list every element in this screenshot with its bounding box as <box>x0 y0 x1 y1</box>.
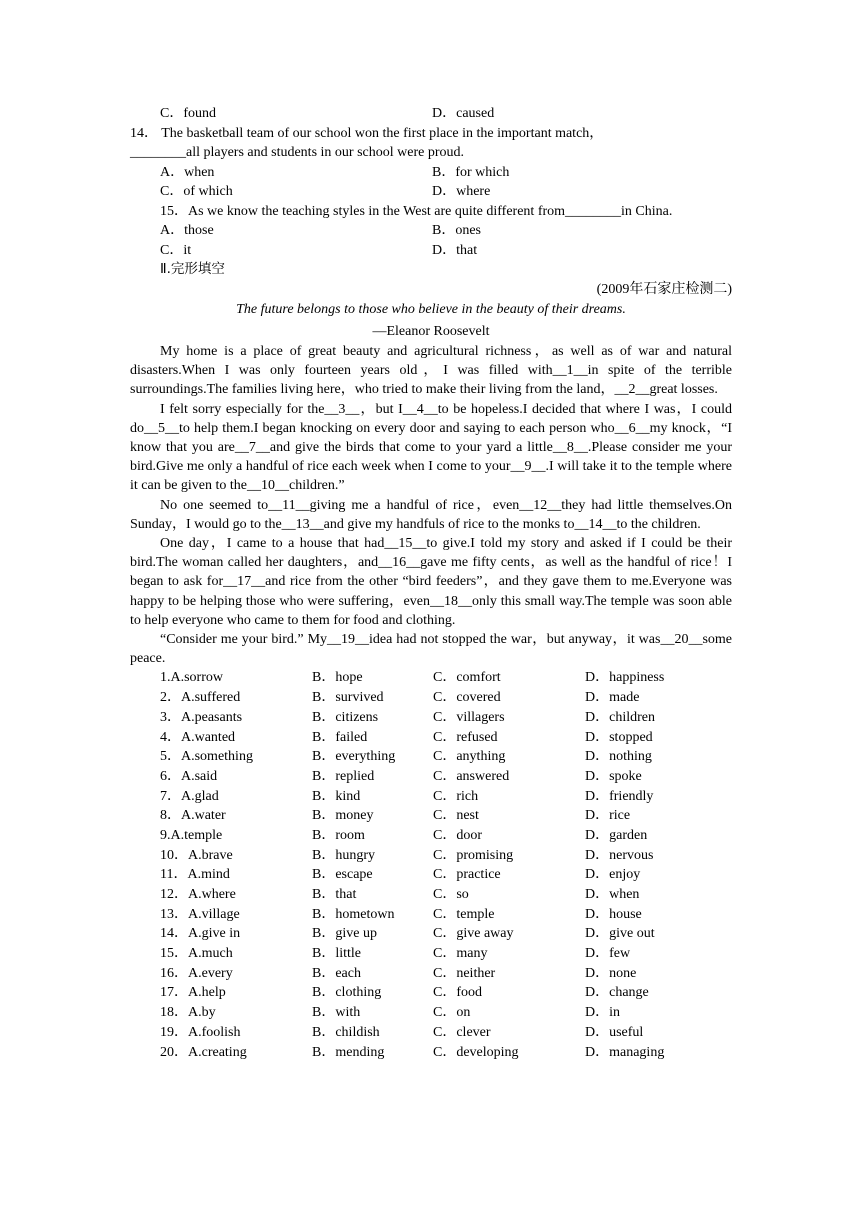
option-d: D．house <box>585 906 642 922</box>
option-b: B．kind <box>312 788 361 804</box>
choice-row <box>130 688 732 708</box>
option-a: 16．A.every <box>160 965 233 981</box>
choice-row <box>130 747 732 767</box>
option-c: C．on <box>433 1005 471 1021</box>
option-d: D．managing <box>585 1044 665 1060</box>
passage-paragraph-2: I felt sorry especially for the__3__，but I__4__to be hopeless.I decided that where I was，I could do__5__to help them.I began knocking on every door and saying to each person who__6__my knock，“I know that you are__7__and give the birds that come to your yard a little__8__.Please consider me your bird.Give me only a handful of rice each week when I come to your__9__.I will take it to the temple where it can be given to the__10__children.” <box>130 401 732 494</box>
q14-options-row-1 <box>130 163 732 183</box>
option-d: D．when <box>585 887 640 903</box>
option-d: D．children <box>585 709 655 725</box>
choice-row <box>130 865 732 885</box>
option-b: B．little <box>312 946 361 962</box>
option-d: D．useful <box>585 1024 644 1040</box>
option-d: D．give out <box>585 926 655 942</box>
option-a: 5．A.something <box>160 749 253 765</box>
choice-row <box>130 846 732 866</box>
q15-options-row-1 <box>130 221 732 241</box>
option-d: D．few <box>585 946 631 962</box>
option-a: A．when <box>160 164 215 180</box>
option-c: C．comfort <box>433 670 501 686</box>
option-d: D．caused <box>432 106 495 121</box>
option-d: D．spoke <box>585 768 642 784</box>
option-c: C．food <box>433 985 482 1001</box>
option-a: 4．A.wanted <box>160 729 236 745</box>
option-a: 8．A.water <box>160 808 226 824</box>
option-c: C．promising <box>433 847 514 863</box>
option-c: C．answered <box>433 768 510 784</box>
q15-options-row-2 <box>130 241 732 261</box>
option-c: C．temple <box>433 906 495 922</box>
option-d: D．nervous <box>585 847 654 863</box>
option-b: B．room <box>312 827 365 843</box>
q15-stem: 15．As we know the teaching styles in the West are quite different from________in China. <box>160 203 673 219</box>
option-b: B．hope <box>312 670 363 686</box>
option-c: C．door <box>433 827 482 843</box>
option-c: C．villagers <box>433 709 505 725</box>
option-d: D．rice <box>585 808 631 824</box>
option-c: C．covered <box>433 690 501 706</box>
option-c: C．practice <box>433 867 501 883</box>
option-d: D．friendly <box>585 788 654 804</box>
option-d: D．happiness <box>585 670 665 686</box>
option-d: D．made <box>585 690 640 706</box>
option-c: C．refused <box>433 729 498 745</box>
epigraph-author: —Eleanor Roosevelt <box>372 324 490 339</box>
choice-row <box>130 767 732 787</box>
option-a: 19．A.foolish <box>160 1024 241 1040</box>
option-b: B．with <box>312 1005 361 1021</box>
option-b: B．hungry <box>312 847 375 863</box>
option-c: C．anything <box>433 749 506 765</box>
option-b: B．escape <box>312 867 373 883</box>
option-b: B．for which <box>432 164 510 180</box>
option-b: B．survived <box>312 690 384 706</box>
q14-options-row-2 <box>130 182 732 202</box>
choice-row <box>130 787 732 807</box>
option-a: A．those <box>160 223 214 238</box>
choice-row <box>130 728 732 748</box>
option-b: B．each <box>312 965 361 981</box>
choice-row <box>130 806 732 826</box>
option-a: 2．A.suffered <box>160 690 241 706</box>
option-a: 18．A.by <box>160 1005 216 1021</box>
option-b: B．failed <box>312 729 368 745</box>
option-a: 20．A.creating <box>160 1044 247 1060</box>
option-c: C．neither <box>433 965 496 981</box>
option-d: D．enjoy <box>585 867 641 883</box>
passage-paragraph-3: No one seemed to__11__giving me a handful of rice，even__12__they had little themselves.On Sunday，I would go to the__13__and give my handfuls of rice to the monks to__14__to the children. <box>130 497 732 532</box>
option-c: C．so <box>433 887 469 903</box>
option-d: D．change <box>585 985 649 1001</box>
passage-paragraph-1: My home is a place of great beauty and agricultural richness，as well as of war and natural disasters.When I was only fourteen years old，I was filled with__1__in spite of the terrible surroundings.The families living here，who tried to make their living from the land，__2__great losses. <box>130 344 732 398</box>
option-d: D．stopped <box>585 729 653 745</box>
choice-row <box>130 1023 732 1043</box>
epigraph-quote: The future belongs to those who believe in the beauty of their dreams. <box>236 302 626 317</box>
option-c: C．clever <box>433 1024 491 1040</box>
option-b: B．replied <box>312 768 375 784</box>
option-a: 9.A.temple <box>160 827 223 843</box>
option-b: B．hometown <box>312 906 395 922</box>
option-a: 3．A.peasants <box>160 709 243 725</box>
option-b: B．give up <box>312 926 377 942</box>
option-a: 12．A.where <box>160 887 236 903</box>
option-c: C．nest <box>433 808 479 824</box>
option-b: B．that <box>312 887 357 903</box>
option-b: B．money <box>312 808 374 824</box>
option-d: D．where <box>432 184 491 199</box>
option-d: D．garden <box>585 827 648 843</box>
option-a: 7．A.glad <box>160 788 219 804</box>
option-a: 17．A.help <box>160 985 226 1001</box>
option-b: B．childish <box>312 1024 380 1040</box>
choice-row <box>130 924 732 944</box>
option-c: C．rich <box>433 788 479 804</box>
option-a: 14．A.give in <box>160 926 241 942</box>
worksheet-page <box>130 104 732 1062</box>
choice-row <box>130 668 732 688</box>
q14-stem-line2: ________all players and students in our school were proud. <box>130 145 464 160</box>
option-c: C．of which <box>160 184 233 199</box>
choice-row <box>130 944 732 964</box>
source-note: (2009年石家庄检测二) <box>596 281 732 297</box>
choice-row <box>130 885 732 905</box>
option-b: B．mending <box>312 1044 385 1060</box>
choice-row <box>130 964 732 984</box>
option-d: D．nothing <box>585 749 652 765</box>
option-c: C．it <box>160 242 192 258</box>
choice-row <box>130 905 732 925</box>
choice-row <box>130 826 732 846</box>
option-c: C．developing <box>433 1044 519 1060</box>
q13-options-row <box>130 104 732 124</box>
choices-table <box>130 668 732 1062</box>
option-b: B．citizens <box>312 709 379 725</box>
choice-row <box>130 1003 732 1023</box>
option-a: 15．A.much <box>160 946 233 962</box>
option-d: D．none <box>585 965 637 981</box>
option-b: B．clothing <box>312 985 382 1001</box>
option-c: C．give away <box>433 926 514 942</box>
q14-stem-line1: 14． The basketball team of our school won the first place in the important match， <box>130 125 604 141</box>
passage-paragraph-4: One day，I came to a house that had__15__to give.I told my story and asked if I could be their bird.The woman called her daughters，and__16__gave me fifty cents，as well as the handful of rice！I began to ask for__17__and rice from the other “bird feeders”，and they gave them to me.Everyone was happy to be helping those who were suffering，even__18__only this small way.The temple was soon able to help everyone who came to them for food and clothing. <box>130 536 732 628</box>
option-c: C．found <box>160 106 216 121</box>
option-a: 11．A.mind <box>160 867 230 883</box>
choice-row <box>130 983 732 1003</box>
option-b: B．everything <box>312 749 396 765</box>
option-a: 1.A.sorrow <box>160 670 223 686</box>
choice-row <box>130 708 732 728</box>
passage-paragraph-5: “Consider me your bird.” My__19__idea had not stopped the war，but anyway，it was__20__some peace. <box>130 632 732 667</box>
option-c: C．many <box>433 946 488 962</box>
option-a: 10．A.brave <box>160 847 233 863</box>
option-a: 13．A.village <box>160 906 240 922</box>
option-a: 6．A.said <box>160 768 218 784</box>
option-b: B．ones <box>432 223 481 238</box>
option-d: D．that <box>432 242 478 258</box>
section-title: Ⅱ.完形填空 <box>160 261 225 277</box>
option-d: D．in <box>585 1005 620 1021</box>
choice-row <box>130 1043 732 1063</box>
